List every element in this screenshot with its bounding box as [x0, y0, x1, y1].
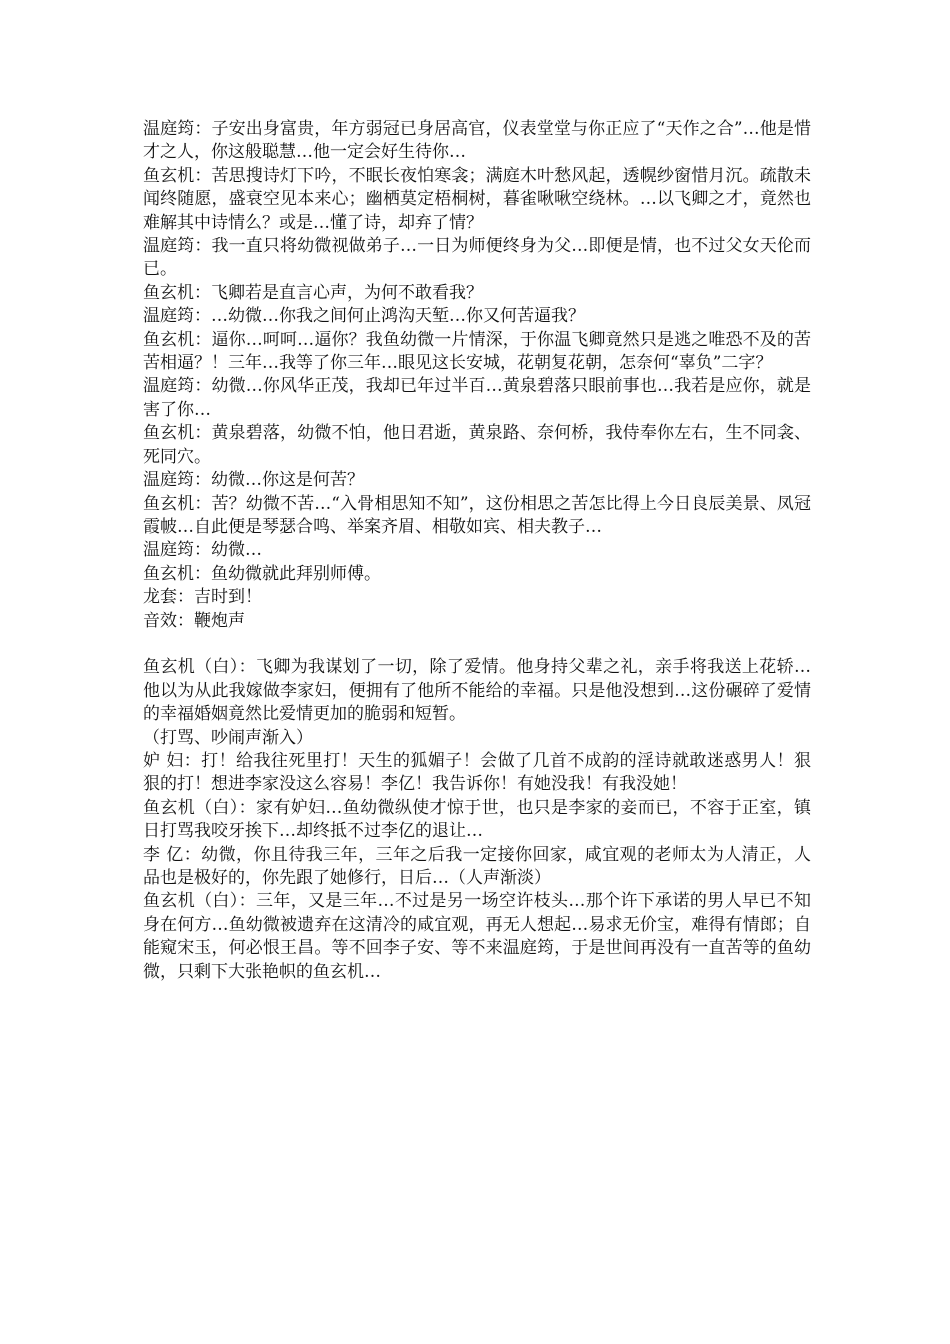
dialogue-line: 鱼玄机（白）：飞卿为我谋划了一切，除了爱情。他身持父辈之礼，亲手将我送上花轿…他以为从此我嫁做李家妇，便拥有了他所不能给的幸福。只是他没想到…这份碾碎了爱情的幸福婚姻竟然比爱情更加的脆弱和短暂。 — [143, 657, 811, 725]
dialogue-line: 鱼玄机：黄泉碧落，幼微不怕，他日君逝，黄泉路、奈何桥，我侍奉你左右，生不同衾、死同穴。 — [143, 423, 811, 467]
dialogue-line: 音效：鞭炮声 — [143, 610, 245, 631]
dialogue-line: 鱼玄机（白）：家有妒妇…鱼幼微纵使才惊于世，也只是李家的妾而已，不容于正室，镇日打骂我咬牙挨下…却终抵不过李亿的退让… — [143, 797, 811, 842]
dialogue-line: 温庭筠：幼微… — [143, 540, 262, 561]
dialogue-line: 温庭筠：我一直只将幼微视做弟子…一日为师便终身为父…即便是情，也不过父女天伦而已。 — [143, 236, 811, 280]
document-body — [143, 118, 811, 984]
blank-line — [143, 633, 811, 656]
dialogue-line: 温庭筠：…幼微…你我之间何止鸿沟天堑…你又何苦逼我？ — [143, 306, 585, 327]
dialogue-line: 鱼玄机：鱼幼微就此拜别师傅。 — [143, 563, 381, 584]
dialogue-line: 温庭筠：子安出身富贵，年方弱冠已身居高官，仪表堂堂与你正应了“天作之合”…他是惜才之人，你这般聪慧…他一定会好生待你… — [143, 119, 811, 163]
dialogue-line: 李 亿：幼微，你且待我三年，三年之后我一定接你回家，咸宜观的老师太为人清正，人品也是极好的，你先跟了她修行，日后…（人声渐淡） — [143, 844, 811, 888]
dialogue-line: 鱼玄机：苦？幼微不苦…“入骨相思知不知”，这份相思之苦怎比得上今日良辰美景、凤冠霞帔…自此便是琴瑟合鸣、举案齐眉、相敬如宾、相夫教子… — [143, 493, 811, 537]
dialogue-line: 鱼玄机：飞卿若是直言心声，为何不敢看我？ — [143, 282, 483, 303]
dialogue-line: 鱼玄机（白）：三年，又是三年…不过是另一场空许枝头…那个许下承诺的男人早已不知身在何方…鱼幼微被遗弃在这清冷的咸宜观，再无人想起…易求无价宝，难得有情郎；自能窥宋玉，何必恨王昌。等不回李子安、等不来温庭筠，于是世间再没有一直苦等的鱼幼微，只剩下大张艳帜的鱼玄机… — [143, 891, 811, 982]
dialogue-line: 温庭筠：幼微…你风华正茂，我却已年过半百…黄泉碧落只眼前事也…我若是应你，就是害了你… — [143, 376, 811, 420]
stage-direction: （打骂、吵闹声渐入） — [143, 727, 313, 748]
dialogue-line: 鱼玄机：苦思搜诗灯下吟，不眠长夜怕寒衾；满庭木叶愁风起，透幌纱窗惜月沉。疏散未闻终随愿，盛衰空见本来心；幽栖莫定梧桐树，暮雀啾啾空绕林。…以飞卿之才，竟然也难解其中诗情么？或是…懂了诗，却弃了情？ — [143, 165, 811, 233]
dialogue-line: 龙套：吉时到！ — [143, 587, 262, 608]
dialogue-line: 鱼玄机：逼你…呵呵…逼你？我鱼幼微一片情深，于你温飞卿竟然只是逃之唯恐不及的苦苦相逼？！三年…我等了你三年…眼见这长安城，花朝复花朝，怎奈何“辜负”二字？ — [143, 329, 811, 374]
dialogue-line: 温庭筠：幼微…你这是何苦？ — [143, 470, 364, 491]
dialogue-line: 妒 妇：打！给我往死里打！天生的狐媚子！会做了几首不成韵的淫诗就敢迷惑男人！狠狠的打！想进李家没这么容易！李亿！我告诉你！有她没我！有我没她！ — [143, 750, 811, 795]
